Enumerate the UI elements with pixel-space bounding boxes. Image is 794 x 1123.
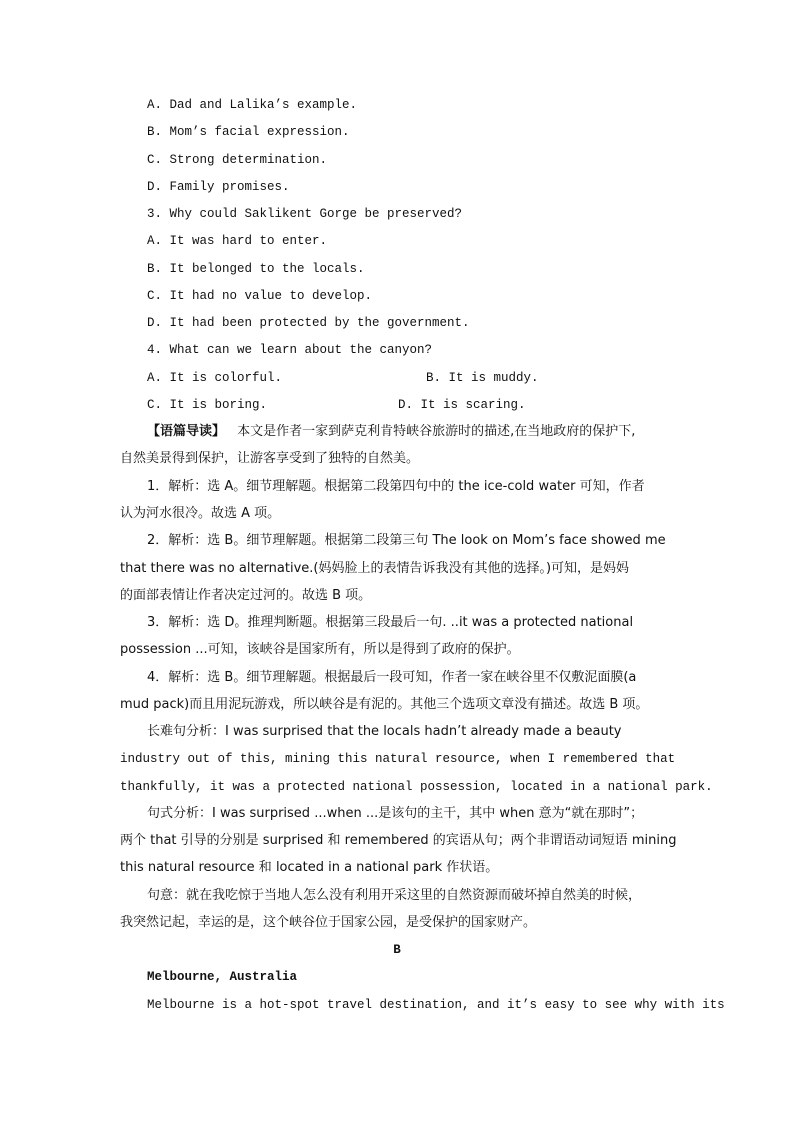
answer-4-line-2: mud pack)而且用泥玩游戏，所以峡谷是有泥的。其他三个选项文章没有描述。故选 B 项。 — [120, 697, 649, 712]
meaning-line-1: 句意：就在我吃惊于当地人怎么没有利用开采这里的自然资源而破坏掉自然美的时候， — [147, 888, 642, 903]
syntax-line-1: 句式分析：I was surprised ...when ...是该句的主干，其中 when 意为“就在那时”； — [147, 806, 644, 821]
answer-4-line-1: 4．解析：选 B。细节理解题。根据最后一段可知，作者一家在峡谷里不仅敷泥面膜(a — [147, 670, 637, 685]
syntax-line-3: this natural resource 和 located in a national park 作状语。 — [120, 860, 499, 875]
q2-option-b: B. Mom’s facial expression. — [147, 125, 350, 139]
q3-option-b: B. It belonged to the locals. — [147, 262, 365, 276]
q4-option-a: A. It is colorful. — [147, 371, 283, 385]
q2-option-a: A. Dad and Lalika’s example. — [147, 98, 358, 112]
q2-option-d: D. Family promises. — [147, 180, 290, 194]
answer-1-line-1: 1．解析：选 A。细节理解题。根据第二段第四句中的 the ice-cold water 可知，作者 — [147, 479, 645, 494]
answer-1-line-2: 认为河水很冷。故选 A 项。 — [120, 506, 281, 521]
guide-text-2: 自然美景得到保护，让游客享受到了独特的自然美。 — [120, 451, 420, 466]
q3-question: 3. Why could Saklikent Gorge be preserved? — [147, 207, 463, 221]
answer-3-line-2: possession ...可知，该峡谷是国家所有，所以是得到了政府的保护。 — [120, 642, 520, 657]
section-text-line-1: Melbourne is a hot-spot travel destination, and it’s easy to see why with its — [147, 998, 725, 1012]
q4-option-c: C. It is boring. — [147, 398, 268, 412]
section-letter: B — [393, 943, 401, 957]
long-sentence-line-3: thankfully, it was a protected national possession, located in a national park. — [120, 780, 713, 794]
meaning-line-2: 我突然记起，幸运的是，这个峡谷位于国家公园，是受保护的国家财产。 — [120, 915, 537, 930]
answer-2-line-1: 2．解析：选 B。细节理解题。根据第二段第三句 The look on Mom’s face showed me — [147, 533, 666, 548]
q3-option-c: C. It had no value to develop. — [147, 289, 373, 303]
guide-text-1: 本文是作者一家到萨克利肯特峡谷旅游时的描述,在当地政府的保护下, — [237, 424, 636, 439]
answer-2-line-2: that there was no alternative.(妈妈脸上的表情告诉我没有其他的选择。)可知，是妈妈 — [120, 561, 630, 576]
section-heading: Melbourne, Australia — [147, 970, 298, 984]
q4-question: 4. What can we learn about the canyon? — [147, 343, 433, 357]
answer-2-line-3: 的面部表情让作者决定过河的。故选 B 项。 — [120, 588, 372, 603]
answer-3-line-1: 3．解析：选 D。推理判断题。根据第三段最后一句. ..it was a protected national — [147, 615, 634, 630]
syntax-line-2: 两个 that 引导的分别是 surprised 和 remembered 的宾语从句；两个非谓语动词短语 mining — [120, 833, 677, 848]
q2-option-c: C. Strong determination. — [147, 153, 328, 167]
long-sentence-line-1: 长难句分析：I was surprised that the locals hadn’t already made a beauty — [147, 724, 622, 739]
long-sentence-line-2: industry out of this, mining this natural resource, when I remembered that — [120, 752, 676, 766]
guide-first-line — [147, 424, 674, 440]
q4-option-d: D. It is scaring. — [398, 398, 526, 412]
guide-label: 【语篇导读】 — [147, 424, 226, 439]
q3-option-a: A. It was hard to enter. — [147, 234, 328, 248]
q4-option-b: B. It is muddy. — [426, 371, 539, 385]
q3-option-d: D. It had been protected by the government. — [147, 316, 470, 330]
